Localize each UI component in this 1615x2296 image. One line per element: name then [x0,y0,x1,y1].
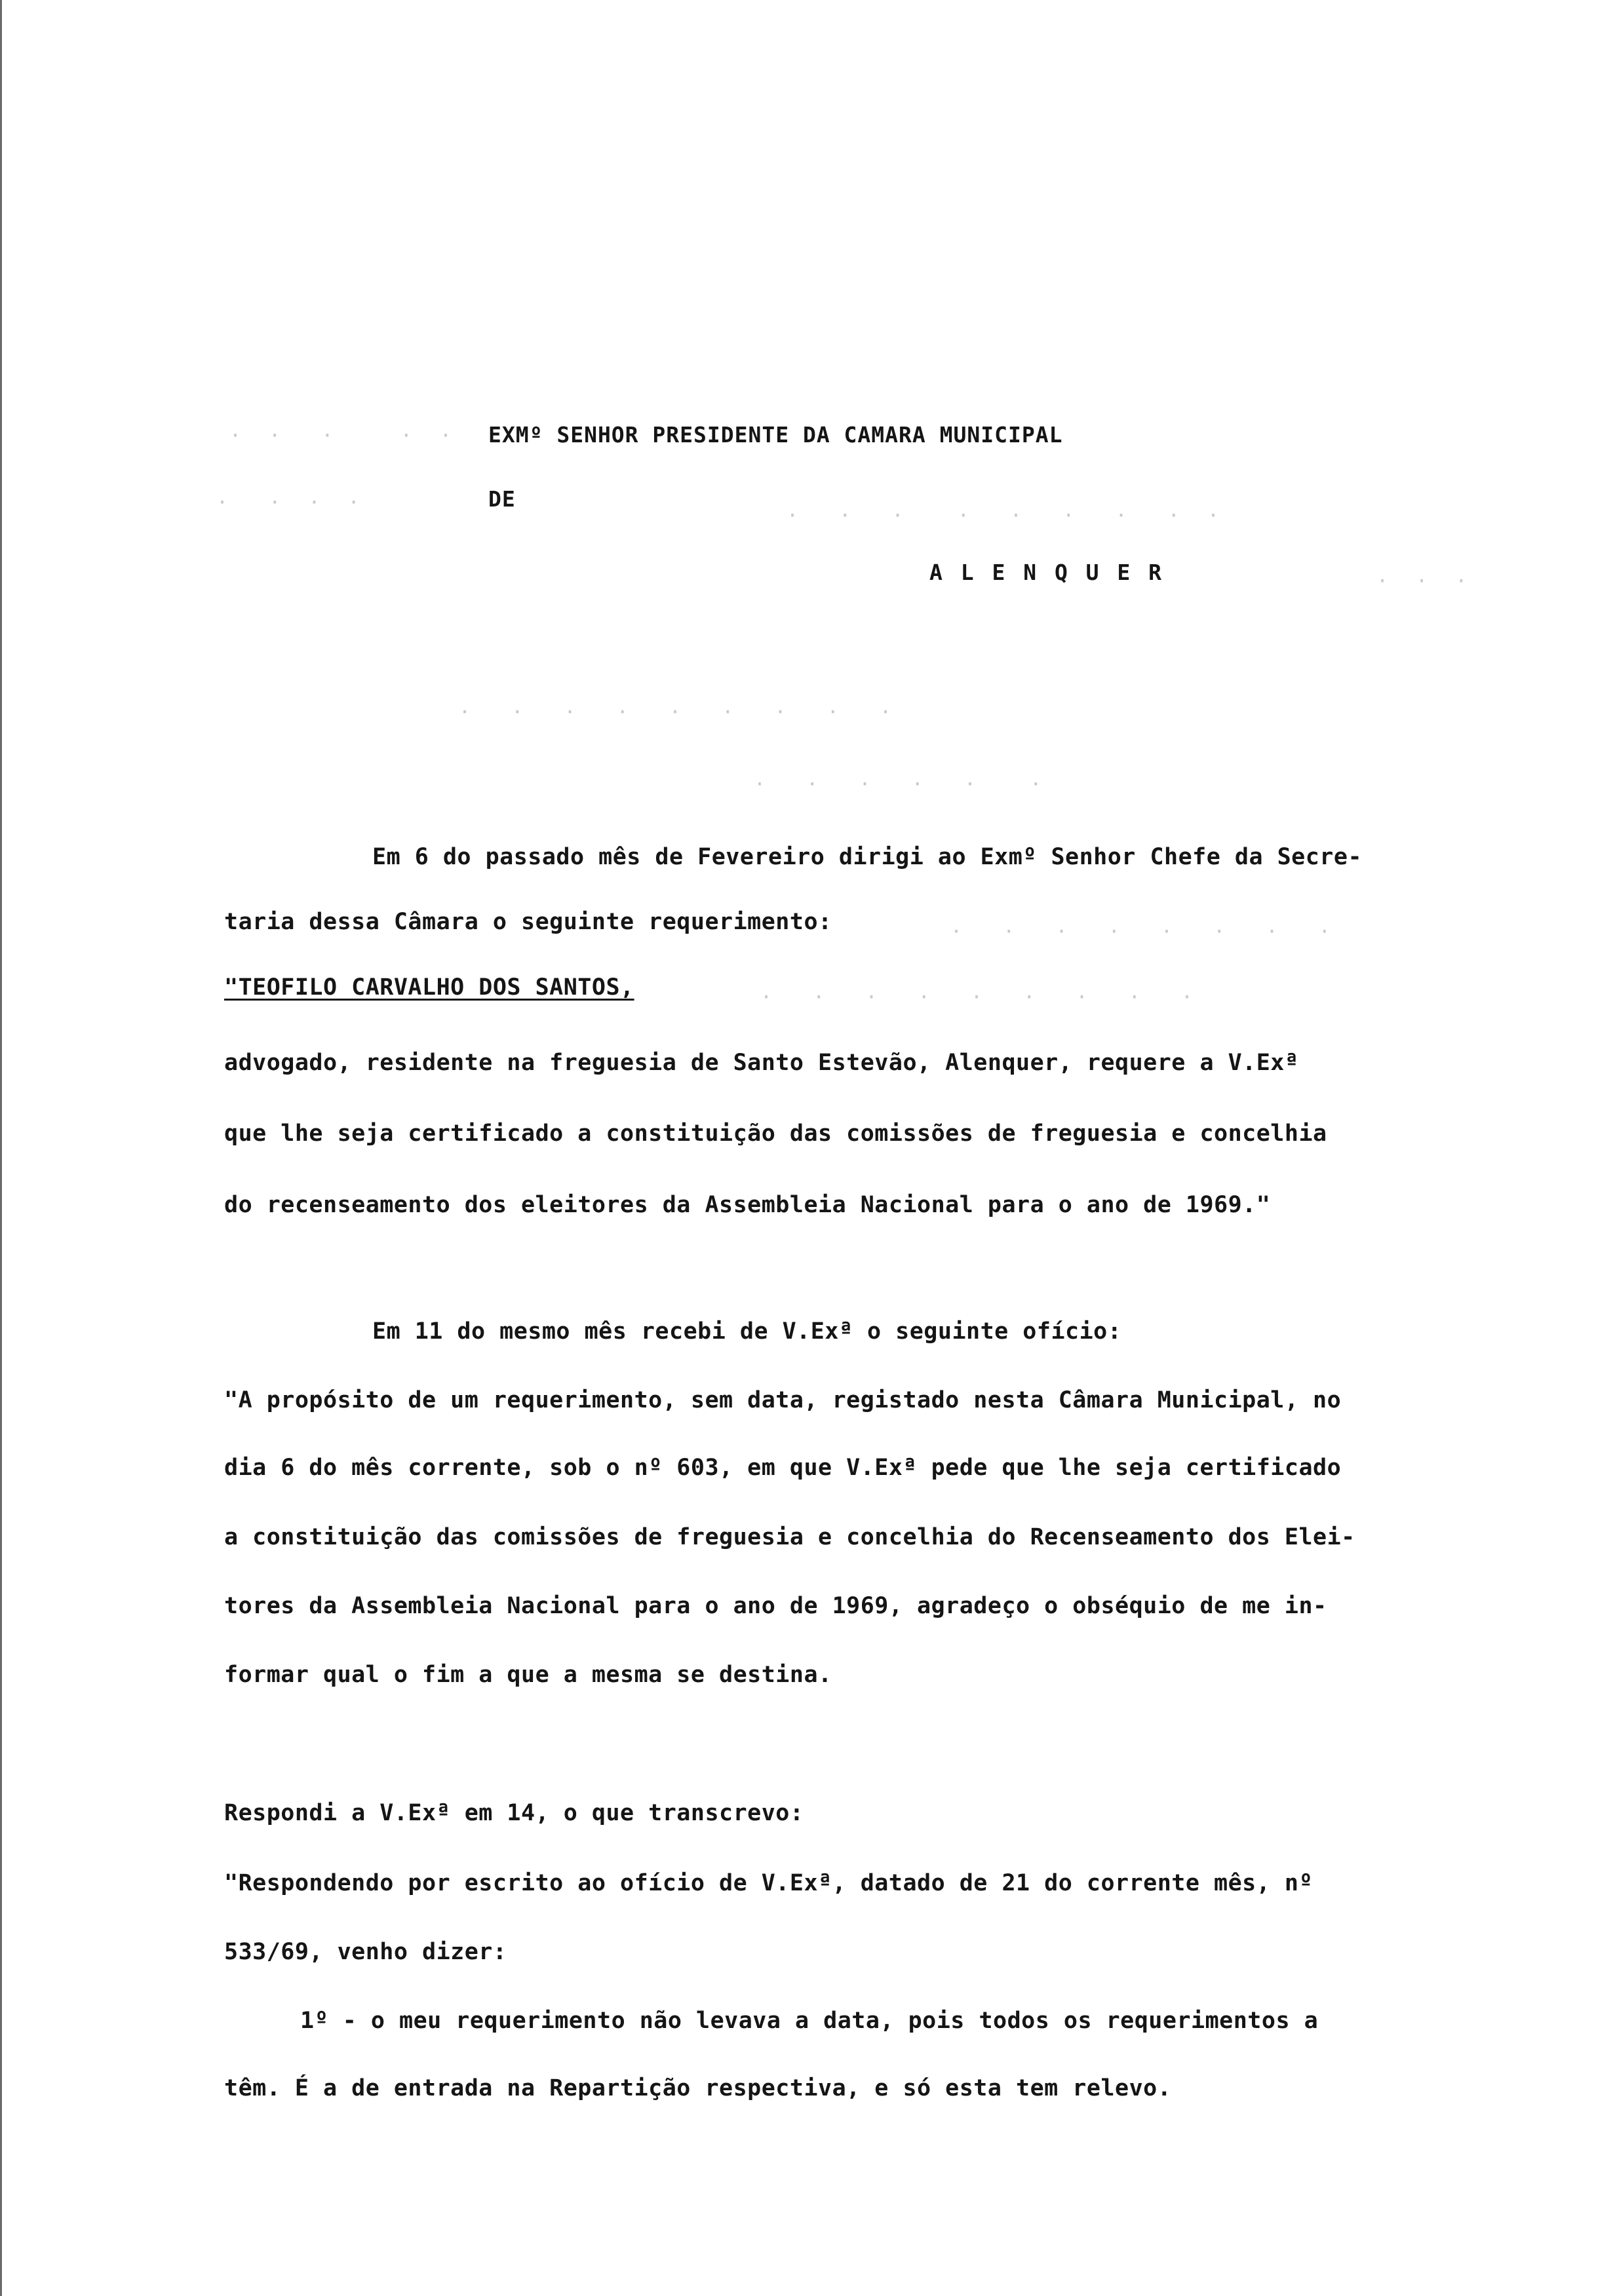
paragraph-line: Em 6 do passado mês de Fevereiro dirigi ao Exmº Senhor Chefe da Secre- [372,844,1363,870]
bleed-through-mark: · · · · · · · · [950,921,1332,944]
requester-name: "TEOFILO CARVALHO DOS SANTOS, [224,974,634,1001]
paragraph-line: 533/69, venho dizer: [224,1939,507,1965]
bleed-through-mark: · · · · · · · · · [760,986,1195,1009]
paragraph-line: dia 6 do mês corrente, sob o nº 603, em que V.Exª pede que lhe seja certificado [224,1455,1342,1481]
paragraph-line: têm. É a de entrada na Repartição respectiva, e só esta tem relevo. [224,2075,1172,2101]
paragraph-line: "A propósito de um requerimento, sem data, registado nesta Câmara Municipal, no [224,1387,1342,1413]
paragraph-line: Respondi a V.Exª em 14, o que transcrevo: [224,1800,804,1826]
bleed-through-mark: · · · · · · [754,773,1043,796]
paragraph-line: 1º - o meu requerimento não levava a data, pois todos os requerimentos a [300,2008,1319,2034]
bleed-through-mark: · · · · · · · · · [459,701,893,724]
paragraph-line: formar qual o fim a que a mesma se destina. [224,1662,832,1688]
addressee-line-1: EXMº SENHOR PRESIDENTE DA CAMARA MUNICIPAL [488,422,1063,448]
bleed-through-mark: · · · · [216,491,361,514]
bleed-through-mark: · · · [1376,570,1469,593]
paragraph-line: "Respondendo por escrito ao ofício de V.Exª, datado de 21 do corrente mês, nº [224,1870,1313,1896]
bleed-through-mark: · · · · · · · · · [787,505,1221,527]
page-edge [0,0,2,2296]
paragraph-line: taria dessa Câmara o seguinte requerimento: [224,909,832,935]
paragraph-line: advogado, residente na freguesia de Santo Estevão, Alenquer, requere a V.Exª [224,1050,1299,1076]
paragraph-line: do recenseamento dos eleitores da Assembleia Nacional para o ano de 1969." [224,1192,1271,1218]
paragraph-line: Em 11 do mesmo mês recebi de V.Exª o seguinte ofício: [372,1318,1122,1345]
paragraph-line: tores da Assembleia Nacional para o ano de 1969, agradeço o obséquio de me in- [224,1593,1327,1619]
addressee-line-2: DE [488,486,516,512]
paragraph-line: que lhe seja certificado a constituição das comissões de freguesia e concelhia [224,1120,1327,1147]
paragraph-line: a constituição das comissões de freguesia e concelhia do Recenseamento dos Elei- [224,1524,1355,1550]
bleed-through-mark: · · · · · [229,425,454,448]
addressee-city: A L E N Q U E R [929,560,1165,585]
